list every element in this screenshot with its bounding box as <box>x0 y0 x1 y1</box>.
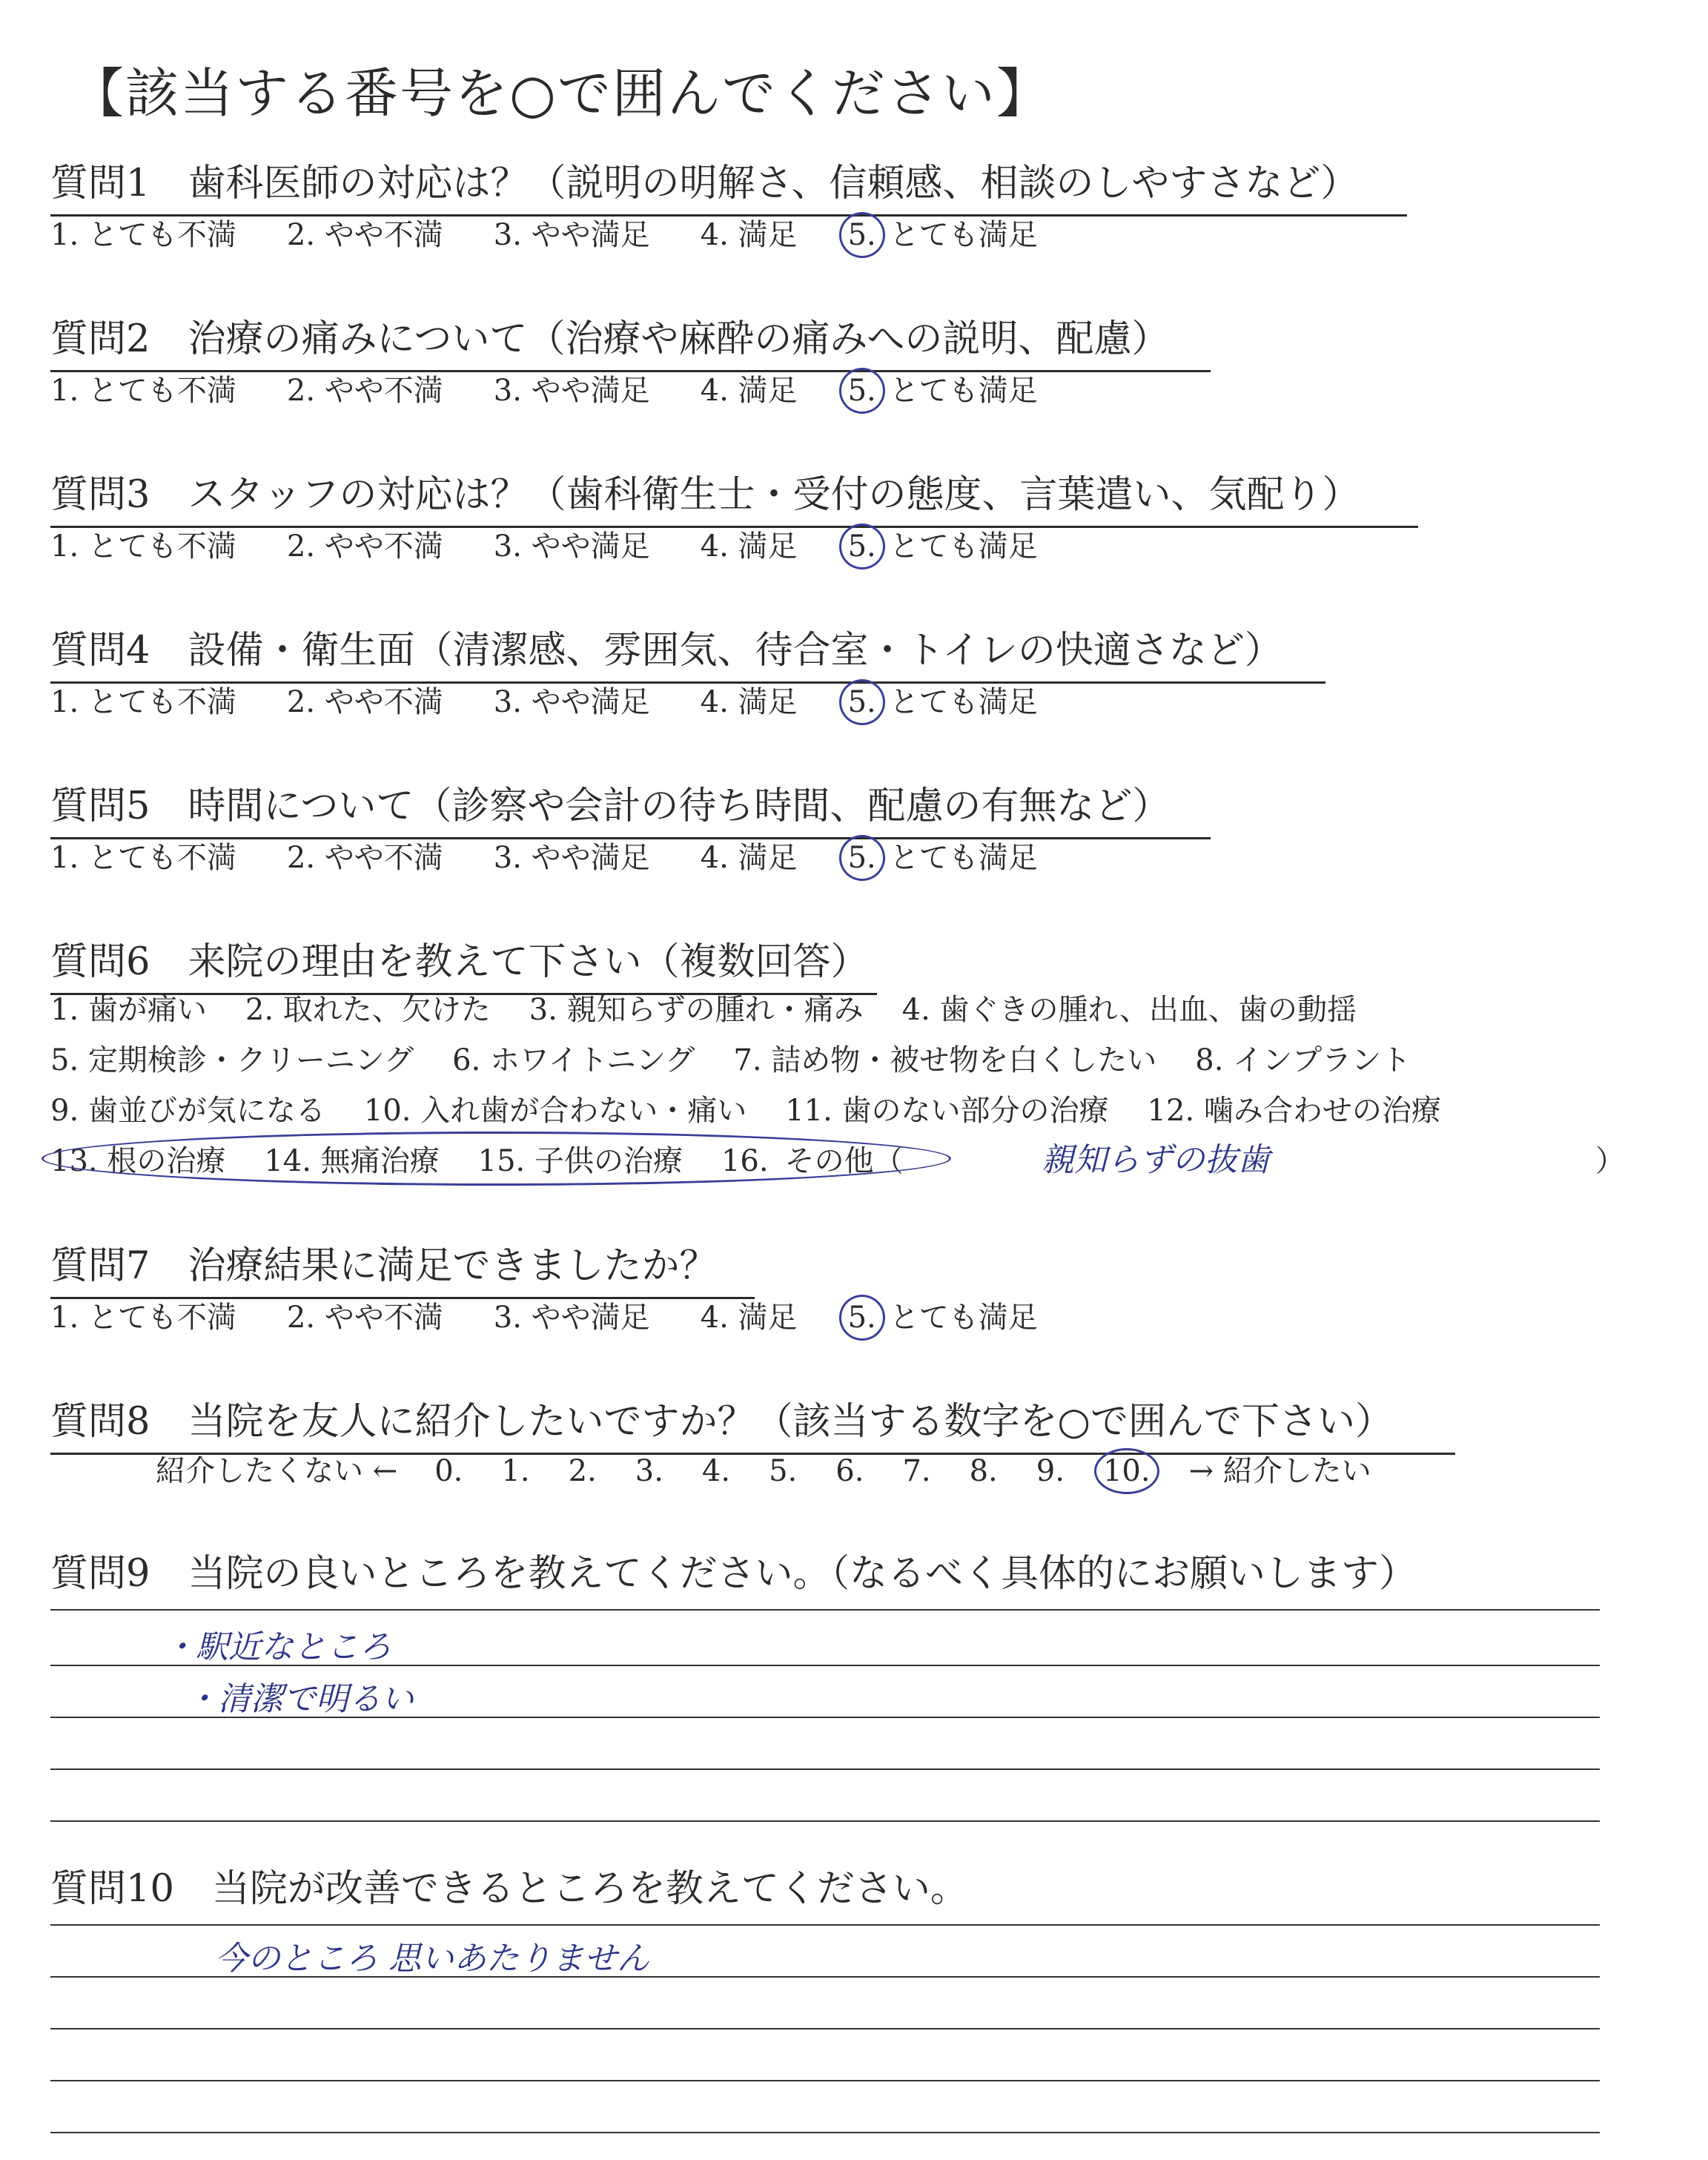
question-2: 質問2 治療の痛みについて（治療や麻酔の痛みへの説明、配慮） <box>50 308 1211 372</box>
q4-option-1[interactable]: 1. とても不満 <box>50 685 236 719</box>
q5-option-3[interactable]: 3. やや満足 <box>493 841 650 875</box>
q1-options <box>50 211 1088 254</box>
q9-answer-1[interactable]: ・駅近なところ <box>163 1628 391 1666</box>
q6-option-2[interactable]: 2. 取れた、欠けた <box>245 993 491 1027</box>
q5-option-5-circled[interactable]: 5. <box>847 841 876 875</box>
q1-option-5-circled[interactable]: 5. <box>847 218 876 252</box>
q7-option-2[interactable]: 2. やや不満 <box>286 1301 443 1335</box>
q10-answer-line-3 <box>50 2028 1600 2029</box>
q7-option-3[interactable]: 3. やや満足 <box>493 1301 650 1335</box>
q10-answer-line-5 <box>50 2132 1600 2133</box>
q8-scale <box>156 1447 1371 1490</box>
q9-answer-line-1 <box>50 1609 1600 1611</box>
q2-option-5-circled[interactable]: 5. <box>847 374 876 408</box>
q9-answer-line-5 <box>50 1820 1600 1822</box>
q9-answer-2[interactable]: ・清潔で明るい <box>185 1680 414 1718</box>
q8-right-label: → 紹介したい <box>1188 1454 1371 1488</box>
q7-option-5-label: とても満足 <box>889 1301 1038 1335</box>
q2-options <box>50 367 1088 409</box>
q4-option-4[interactable]: 4. 満足 <box>700 685 798 719</box>
q3-option-3[interactable]: 3. やや満足 <box>493 529 650 564</box>
q2-option-4[interactable]: 4. 満足 <box>700 374 798 408</box>
q4-option-3[interactable]: 3. やや満足 <box>493 685 650 719</box>
q5-option-2[interactable]: 2. やや不満 <box>286 841 443 875</box>
page-title: 【該当する番号を○で囲んでください】 <box>70 62 1051 125</box>
q5-options <box>50 834 1088 876</box>
q8-option-2[interactable]: 2. <box>568 1454 597 1488</box>
q6-option-12[interactable]: 12. 噛み合わせの治療 <box>1147 1094 1441 1128</box>
q6-option-14[interactable]: 14. 無痛治療 <box>264 1144 440 1178</box>
q9-answer-line-4 <box>50 1768 1600 1770</box>
question-8: 質問8 当院を友人に紹介したいですか？（該当する数字を○で囲んで下さい） <box>50 1390 1455 1455</box>
q8-option-8[interactable]: 8. <box>969 1454 998 1488</box>
q8-option-0[interactable]: 0. <box>434 1454 463 1488</box>
q1-option-2[interactable]: 2. やや不満 <box>286 218 443 252</box>
q8-option-10-circled[interactable]: 10. <box>1102 1454 1151 1488</box>
q1-option-1[interactable]: 1. とても不満 <box>50 218 236 252</box>
question-5: 質問5 時間について（診察や会計の待ち時間、配慮の有無など） <box>50 775 1211 839</box>
q6-row-2 <box>50 1037 1449 1079</box>
q8-left-label: 紹介したくない ← <box>156 1454 398 1488</box>
q3-option-4[interactable]: 4. 満足 <box>700 529 798 564</box>
q6-other-answer[interactable]: 親知らずの抜歯 <box>1042 1141 1270 1179</box>
q6-option-13[interactable]: 13. 根の治療 <box>50 1144 226 1178</box>
q6-option-11[interactable]: 11. 歯のない部分の治療 <box>785 1094 1109 1128</box>
q8-option-4[interactable]: 4. <box>701 1454 731 1488</box>
q6-option-15[interactable]: 15. 子供の治療 <box>477 1144 683 1178</box>
q6-option-6[interactable]: 6. ホワイトニング <box>452 1043 695 1077</box>
q5-option-4[interactable]: 4. 満足 <box>700 841 798 875</box>
q7-option-4[interactable]: 4. 満足 <box>700 1301 798 1335</box>
question-4: 質問4 設備・衛生面（清潔感、雰囲気、待合室・トイレの快適さなど） <box>50 619 1325 684</box>
q6-option-1[interactable]: 1. 歯が痛い <box>50 993 207 1027</box>
q7-option-1[interactable]: 1. とても不満 <box>50 1301 236 1335</box>
q1-option-3[interactable]: 3. やや満足 <box>493 218 650 252</box>
q5-option-1[interactable]: 1. とても不満 <box>50 841 236 875</box>
q3-option-5-circled[interactable]: 5. <box>847 529 876 564</box>
question-1: 質問1 歯科医師の対応は？（説明の明解さ、信頼感、相談のしやすさなど） <box>50 152 1407 217</box>
q6-row-4 <box>50 1137 942 1180</box>
q3-option-5-label: とても満足 <box>889 529 1038 564</box>
question-3: 質問3 スタッフの対応は？（歯科衛生士・受付の態度、言葉遣い、気配り） <box>50 463 1418 528</box>
q8-option-6[interactable]: 6. <box>835 1454 864 1488</box>
q4-option-5-circled[interactable]: 5. <box>847 685 876 719</box>
q8-option-1[interactable]: 1. <box>501 1454 530 1488</box>
q6-option-3[interactable]: 3. 親知らずの腫れ・痛み <box>529 993 864 1027</box>
q6-option-16-circled[interactable]: 16. <box>721 1144 769 1178</box>
q3-option-1[interactable]: 1. とても不満 <box>50 529 236 564</box>
q6-other-label: その他（ <box>784 1144 904 1178</box>
q10-answer-line-1 <box>50 1924 1600 1926</box>
q5-option-5-label: とても満足 <box>889 841 1038 875</box>
q8-option-3[interactable]: 3. <box>635 1454 663 1488</box>
q7-option-5-circled[interactable]: 5. <box>847 1301 876 1335</box>
q2-option-2[interactable]: 2. やや不満 <box>286 374 443 408</box>
q2-option-1[interactable]: 1. とても不満 <box>50 374 236 408</box>
q8-option-5[interactable]: 5. <box>769 1454 798 1488</box>
q6-row-3 <box>50 1087 1480 1129</box>
q6-option-8[interactable]: 8. インプラント <box>1195 1043 1411 1077</box>
question-9: 質問9 当院の良いところを教えてください。（なるべく具体的にお願いします） <box>50 1552 1417 1596</box>
q6-option-7[interactable]: 7. 詰め物・被せ物を白くしたい <box>733 1043 1157 1077</box>
question-10: 質問10 当院が改善できるところを教えてください。 <box>50 1867 968 1911</box>
q6-option-5[interactable]: 5. 定期検診・クリーニング <box>50 1043 414 1077</box>
q4-options <box>50 678 1088 721</box>
q4-option-5-label: とても満足 <box>889 685 1038 719</box>
q10-answer[interactable]: 今のところ 思いあたりません <box>215 1940 649 1978</box>
q2-option-3[interactable]: 3. やや満足 <box>493 374 650 408</box>
q10-answer-line-4 <box>50 2080 1600 2081</box>
q6-option-10[interactable]: 10. 入れ歯が合わない・痛い <box>363 1094 747 1128</box>
q8-option-9[interactable]: 9. <box>1036 1454 1065 1488</box>
q3-option-2[interactable]: 2. やや不満 <box>286 529 443 564</box>
q8-option-7[interactable]: 7. <box>902 1454 931 1488</box>
q6-option-9[interactable]: 9. 歯並びが気になる <box>50 1094 325 1128</box>
q6-row-1 <box>50 986 1395 1028</box>
q6-other-close: ） <box>1595 1144 1625 1178</box>
q7-options <box>50 1294 1088 1336</box>
q1-option-4[interactable]: 4. 満足 <box>700 218 798 252</box>
question-6: 質問6 来院の理由を教えて下さい（複数回答） <box>50 931 877 995</box>
q2-option-5-label: とても満足 <box>889 374 1038 408</box>
q4-option-2[interactable]: 2. やや不満 <box>286 685 443 719</box>
q6-option-4[interactable]: 4. 歯ぐきの腫れ、出血、歯の動揺 <box>901 993 1357 1027</box>
q1-option-5-label: とても満足 <box>889 218 1038 252</box>
question-7: 質問7 治療結果に満足できましたか？ <box>50 1235 755 1299</box>
q3-options <box>50 523 1088 565</box>
